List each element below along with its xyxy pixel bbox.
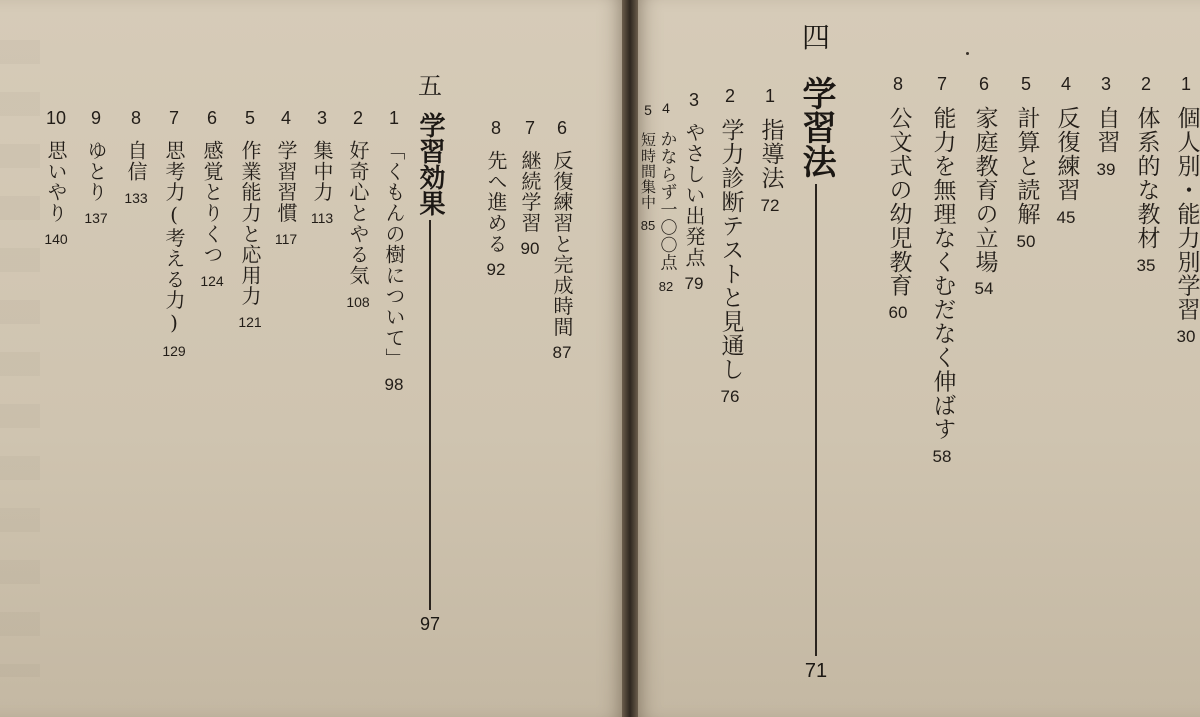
toc-entry[interactable] [485,118,507,280]
chapter-number: 五 [418,72,442,100]
toc-entry[interactable] [162,108,185,361]
chapter-rule [815,184,817,656]
entry-number: 7 [168,108,180,128]
chapter-page: 71 [804,660,828,682]
book-gutter [622,0,638,717]
entry-page: 82 [658,279,674,295]
toc-entry[interactable] [200,108,223,291]
chapter-rule [429,220,431,610]
entry-page: 45 [1056,207,1076,227]
entry-number: 4 [280,108,292,128]
entry-page: 76 [720,387,740,407]
entry-number: 5 [244,108,256,128]
toc-entry[interactable] [886,74,911,323]
entry-title: 好奇心とやる気 [345,140,370,286]
entry-title: 能力を無理なくむだなく伸ばす [929,106,956,441]
entry-number: 3 [688,90,699,110]
entry-title: やさしい出発点 [682,122,706,268]
entry-number: 8 [490,118,501,138]
entry-title: 感覚とりくつ [199,140,224,265]
toc-entry[interactable] [930,74,955,467]
entry-page: 129 [162,343,186,360]
entry-number: 7 [936,74,947,94]
entry-number: 6 [556,118,567,138]
toc-entry[interactable] [1174,74,1199,347]
entry-title: 継続学習 [518,150,542,234]
entry-title: 公文式の幼児教育 [885,106,912,298]
entry-page: 124 [200,272,224,289]
entry-page: 39 [1096,159,1116,179]
entry-page: 133 [124,189,148,206]
entry-number: 3 [1100,74,1111,94]
toc-entry[interactable] [1014,74,1039,252]
entry-number: 8 [130,108,142,128]
entry-page: 87 [552,343,572,363]
toc-entry[interactable] [758,86,783,216]
toc-entry[interactable] [275,108,297,249]
entry-title: 集中力 [309,140,334,203]
entry-title: 個人別・能力別学習 [1173,106,1200,322]
toc-entry[interactable] [346,108,369,312]
entry-title: 作業能力と応用力 [237,140,262,307]
entry-number: 9 [90,108,102,128]
entry-page: 50 [1016,231,1036,251]
entry-title: 短時間集中 [639,132,657,210]
toc-entry[interactable] [1134,74,1159,276]
chapter-number: 四 [801,21,830,54]
toc-entry[interactable] [1094,74,1119,180]
entry-page: 60 [888,303,908,323]
chapter-page: 97 [419,614,441,634]
entry-page: 117 [274,231,298,248]
entry-page: 98 [384,374,404,394]
entry-number: 6 [206,108,218,128]
entry-number: 7 [524,118,535,138]
entry-number: 2 [724,86,735,106]
chapter-title: 学習効果 [415,112,445,216]
entry-title: 思考力(考える力) [161,140,186,336]
toc-entry[interactable] [1054,74,1079,228]
toc-entry[interactable] [124,108,147,208]
toc-entry[interactable] [683,90,705,294]
entry-title: 学習習慣 [273,140,298,224]
toc-entry[interactable] [551,118,573,363]
entry-page: 140 [44,231,68,248]
entry-number: 2 [352,108,364,128]
entry-number: 1 [388,108,399,128]
entry-title: 思いやり [43,140,68,224]
entry-page: 79 [684,273,704,293]
entry-number: 2 [1140,74,1151,94]
entry-title: 計算と読解 [1013,106,1040,226]
chapter-5-heading [416,70,444,635]
entry-title: ゆとり [83,140,108,203]
entry-number: 1 [1180,74,1191,94]
entry-page: 85 [640,218,656,233]
entry-page: 90 [520,239,540,259]
entry-page: 30 [1176,327,1196,347]
entry-page: 54 [974,279,994,299]
toc-entry[interactable] [972,74,997,299]
entry-page: 58 [932,446,952,466]
entry-page: 35 [1136,255,1156,275]
entry-number: 8 [892,74,903,94]
chapter-4-heading [798,22,834,683]
entry-number: 5 [644,102,652,118]
entry-number: 5 [1020,74,1031,94]
entry-page: 137 [84,210,108,227]
entry-page: 121 [238,314,262,331]
entry-page: 108 [346,293,370,310]
toc-entry[interactable] [44,108,67,249]
entry-title: 自信 [123,140,148,182]
entry-number: 1 [764,86,775,106]
chapter-title: 学習法 [796,76,836,178]
entry-title: 自習 [1093,106,1120,154]
entry-title: 学力診断テストと見通し [717,118,744,382]
entry-number: 4 [662,100,670,116]
entry-title: 体系的な教材 [1133,106,1160,250]
paper-speck [966,52,969,55]
entry-title: 反復練習 [1053,106,1080,202]
toc-entry[interactable] [519,118,541,259]
entry-page: 92 [486,260,506,279]
entry-title: かならず一〇〇点 [656,130,677,272]
toc-entry[interactable] [84,108,107,228]
entry-page: 113 [310,210,334,227]
entry-number: 4 [1060,74,1071,94]
entry-title: 先へ進める [484,150,508,254]
entry-title: 「くもんの樹について」 [382,140,406,369]
toc-entry[interactable] [640,100,656,236]
show-through-left [0,40,40,677]
entry-title: 反復練習と完成時間 [550,150,574,338]
toc-entry[interactable] [311,108,333,228]
entry-title: 指導法 [757,118,784,190]
toc-entry[interactable] [718,86,743,407]
entry-number: 6 [978,74,989,94]
entry-number: 10 [45,108,67,128]
toc-entry[interactable] [383,108,405,395]
toc-entry[interactable] [657,98,676,297]
entry-page: 72 [760,195,780,215]
toc-entry[interactable] [238,108,261,332]
entry-title: 家庭教育の立場 [971,106,998,274]
entry-number: 3 [316,108,328,128]
